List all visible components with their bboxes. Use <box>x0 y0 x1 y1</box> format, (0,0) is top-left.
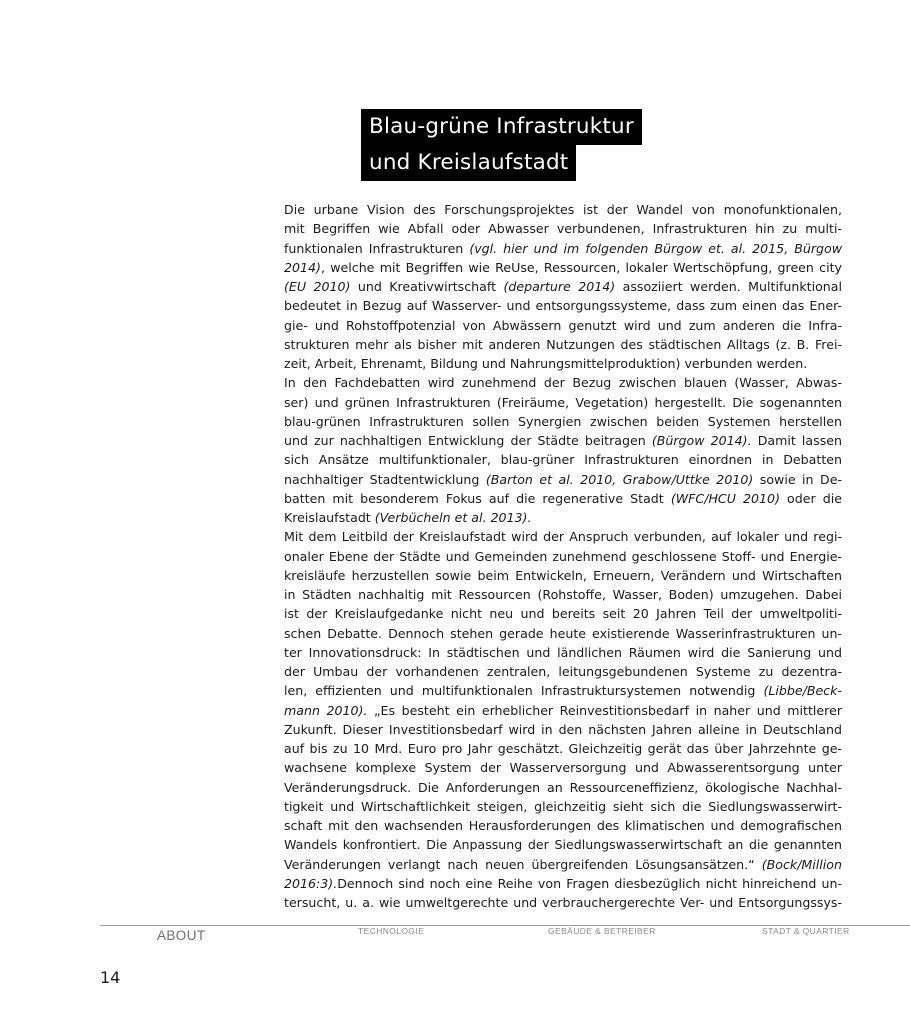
text-segment: ter Innovationsdruck: In städtischen und ländlichen Räumen wird die Sanierung und <box>284 644 842 660</box>
text-line <box>284 316 842 335</box>
text-segment: Wandels konfrontiert. Die Anpassung der Siedlungswasserwirtschaft an die genannten <box>284 837 842 853</box>
text-segment: ist der Kreislaufgedanke nicht neu und bereits seit 20 Jahren Teil der umweltpoliti- <box>284 606 842 622</box>
text-line <box>284 797 842 816</box>
text-segment: schaft mit den wachsenden Herausforderungen des klimatischen und demografischen <box>284 818 842 833</box>
nav-about[interactable]: ABOUT <box>157 928 206 943</box>
text-line <box>284 681 842 700</box>
heading-line-2: und Kreislaufstadt <box>361 145 576 181</box>
text-line <box>284 701 842 720</box>
citation-text: (departure 2014) <box>503 279 616 294</box>
body-text <box>284 200 842 912</box>
text-segment: zeit, Arbeit, Ehrenamt, Bildung und Nahrungsmittelproduktion) verbunden werden. <box>284 356 808 371</box>
text-line <box>284 874 842 893</box>
citation-text: 2014) <box>284 259 321 275</box>
page-number: 14 <box>100 968 121 987</box>
text-line <box>284 239 842 258</box>
citation-text: (Libbe/Beck- <box>763 683 842 699</box>
text-line <box>284 354 842 373</box>
text-line <box>284 335 842 354</box>
text-line <box>284 527 842 546</box>
text-line <box>284 296 842 315</box>
section-heading <box>361 109 642 181</box>
text-segment: len, effizienten und multifunktionalen Infrastruktursystemen notwendig <box>284 683 764 699</box>
text-segment: Dennoch sind noch eine Reihe von Fragen diesbezüglich nicht hinreichend un- <box>337 875 842 891</box>
text-segment: Veränderungsdruck. Die Anforderungen an Ressourceneffizienz, ökologische Nachhal- <box>284 779 842 795</box>
text-segment: wachsene komplexe System der Wasserversorgung und Abwasserentsorgung unter <box>284 760 842 776</box>
text-segment: gie- und Rohstoffpotenzial von Abwässern genutzt wird und zum anderen die Infra- <box>284 317 842 333</box>
text-segment: in Städten nachhaltig mit Ressourcen (Rohstoffe, Wasser, Boden) umzugehen. Dabei <box>284 587 842 602</box>
text-segment: assoziiert werden. Multifunktional <box>615 279 842 294</box>
text-line <box>284 200 842 219</box>
citation-text: 2016:3). <box>284 875 338 891</box>
text-line <box>284 758 842 777</box>
nav-gebaeude-betreiber[interactable]: GEBÄUDE & BETREIBER <box>548 926 656 936</box>
text-line <box>284 373 842 392</box>
text-segment: bedeutet in Bezug auf Wasserver- und entsorgungssysteme, dass zum einen das Ener- <box>284 298 842 314</box>
citation-text: (Barton et al. 2010, Grabow/Uttke 2010) <box>485 471 754 487</box>
text-line <box>284 547 842 566</box>
text-line <box>284 219 842 238</box>
citation-text: (vgl. hier und im folgenden Bürgow et. al. 2015, Bürgow <box>469 240 842 256</box>
nav-technologie[interactable]: TECHNOLOGIE <box>358 926 425 936</box>
citation-text: (Verbücheln et al. 2013). <box>374 510 532 525</box>
text-line <box>284 412 842 431</box>
text-segment: Zukunft. Dieser Investitionsbedarf wird in den nächsten Jahren alleine in Deutschland <box>284 721 842 737</box>
text-segment: Veränderungen verlangt nach neuen übergreifenden Lösungsansätzen.“ <box>284 856 762 872</box>
text-segment: schen Debatte. Dennoch stehen gerade heute existierende Wasserinfrastrukturen un- <box>284 625 842 641</box>
citation-text: (EU 2010) <box>284 279 351 294</box>
text-line <box>284 893 842 912</box>
text-segment: der Umbau der vorhandenen zentralen, leitungsgebundenen Systeme zu dezentra- <box>284 664 842 679</box>
text-line <box>284 643 842 662</box>
text-segment: „Es besteht ein erheblicher Reinvestitionsbedarf in naher und mittlerer <box>367 702 842 718</box>
text-line <box>284 585 842 604</box>
text-line <box>284 277 842 296</box>
text-line <box>284 624 842 643</box>
text-segment: ser) und grünen Infrastrukturen (Freiräume, Vegetation) hergestellt. Die sogenannten <box>284 394 842 410</box>
text-segment: Damit lassen <box>751 433 842 448</box>
text-segment: In den Fachdebatten wird zunehmend der Bezug zwischen blauen (Wasser, Abwas- <box>284 375 842 391</box>
text-segment: onaler Ebene der Städte und Gemeinden zunehmend geschlossene Stoff- und Energie- <box>284 548 842 564</box>
text-segment: kreisläufe herzustellen sowie beim Entwickeln, Erneuern, Verändern und Wirtschaften <box>284 567 842 583</box>
nav-stadt-quartier[interactable]: STADT & QUARTIER <box>762 926 850 936</box>
text-segment: und zur nachhaltigen Entwicklung der Städte beitragen <box>284 433 652 448</box>
text-line <box>284 393 842 412</box>
text-segment: sich Ansätze multifunktionaler, blau-grüner Infrastrukturen einordnen in Debatten <box>284 452 842 468</box>
text-line <box>284 835 842 854</box>
text-line <box>284 778 842 797</box>
text-segment: tersucht, u. a. wie umweltgerechte und verbrauchergerechte Ver- und Entsorgungssys- <box>284 895 842 910</box>
text-segment: Die urbane Vision des Forschungsprojektes ist der Wandel von monofunktionalen, <box>284 202 842 217</box>
text-line <box>284 739 842 758</box>
text-line <box>284 450 842 469</box>
text-line <box>284 470 842 489</box>
text-line <box>284 566 842 585</box>
text-segment: batten mit besonderem Fokus auf die regenerative Stadt <box>284 490 671 506</box>
text-segment: tigkeit und Wirtschaftlichkeit steigen, gleichzeitig sieht sich die Siedlungswasserwirt- <box>284 798 842 814</box>
text-line <box>284 431 842 450</box>
text-segment: mit Begriffen wie Abfall oder Abwasser verbundenen, Infrastrukturen hin zu multi- <box>284 221 842 237</box>
text-segment: oder die <box>779 490 842 506</box>
text-line <box>284 855 842 874</box>
citation-text: (WFC/HCU 2010) <box>670 490 780 506</box>
text-segment: und Kreativwirtschaft <box>350 279 504 294</box>
text-segment: Kreislaufstadt <box>284 510 375 525</box>
text-segment: , welche mit Begriffen wie ReUse, Ressourcen, lokaler Wertschöpfung, green city <box>320 259 842 275</box>
text-segment: auf bis zu 10 Mrd. Euro pro Jahr geschätzt. Gleichzeitig gerät das über Jahrzehnte ge- <box>284 741 842 756</box>
text-line <box>284 508 842 527</box>
citation-text: (Bock/Million <box>761 856 842 872</box>
text-line <box>284 258 842 277</box>
text-segment: nachhaltiger Stadtentwicklung <box>284 471 486 487</box>
text-segment: funktionalen Infrastrukturen <box>284 240 470 256</box>
text-line <box>284 720 842 739</box>
citation-text: (Bürgow 2014). <box>651 433 752 448</box>
text-line <box>284 816 842 835</box>
text-segment: sowie in De- <box>753 471 842 487</box>
heading-line-1: Blau-grüne Infrastruktur <box>361 109 642 145</box>
text-line <box>284 489 842 508</box>
text-segment: Mit dem Leitbild der Kreislaufstadt wird der Anspruch verbunden, auf lokaler und regi- <box>284 529 842 545</box>
text-line <box>284 604 842 623</box>
text-line <box>284 662 842 681</box>
text-segment: blau-grünen Infrastrukturen sollen Synergien zwischen beiden Systemen herstellen <box>284 413 842 429</box>
text-segment: strukturen mehr als bisher mit anderen Nutzungen des städtischen Alltags (z. B. Frei- <box>284 336 842 352</box>
citation-text: mann 2010). <box>284 702 368 718</box>
